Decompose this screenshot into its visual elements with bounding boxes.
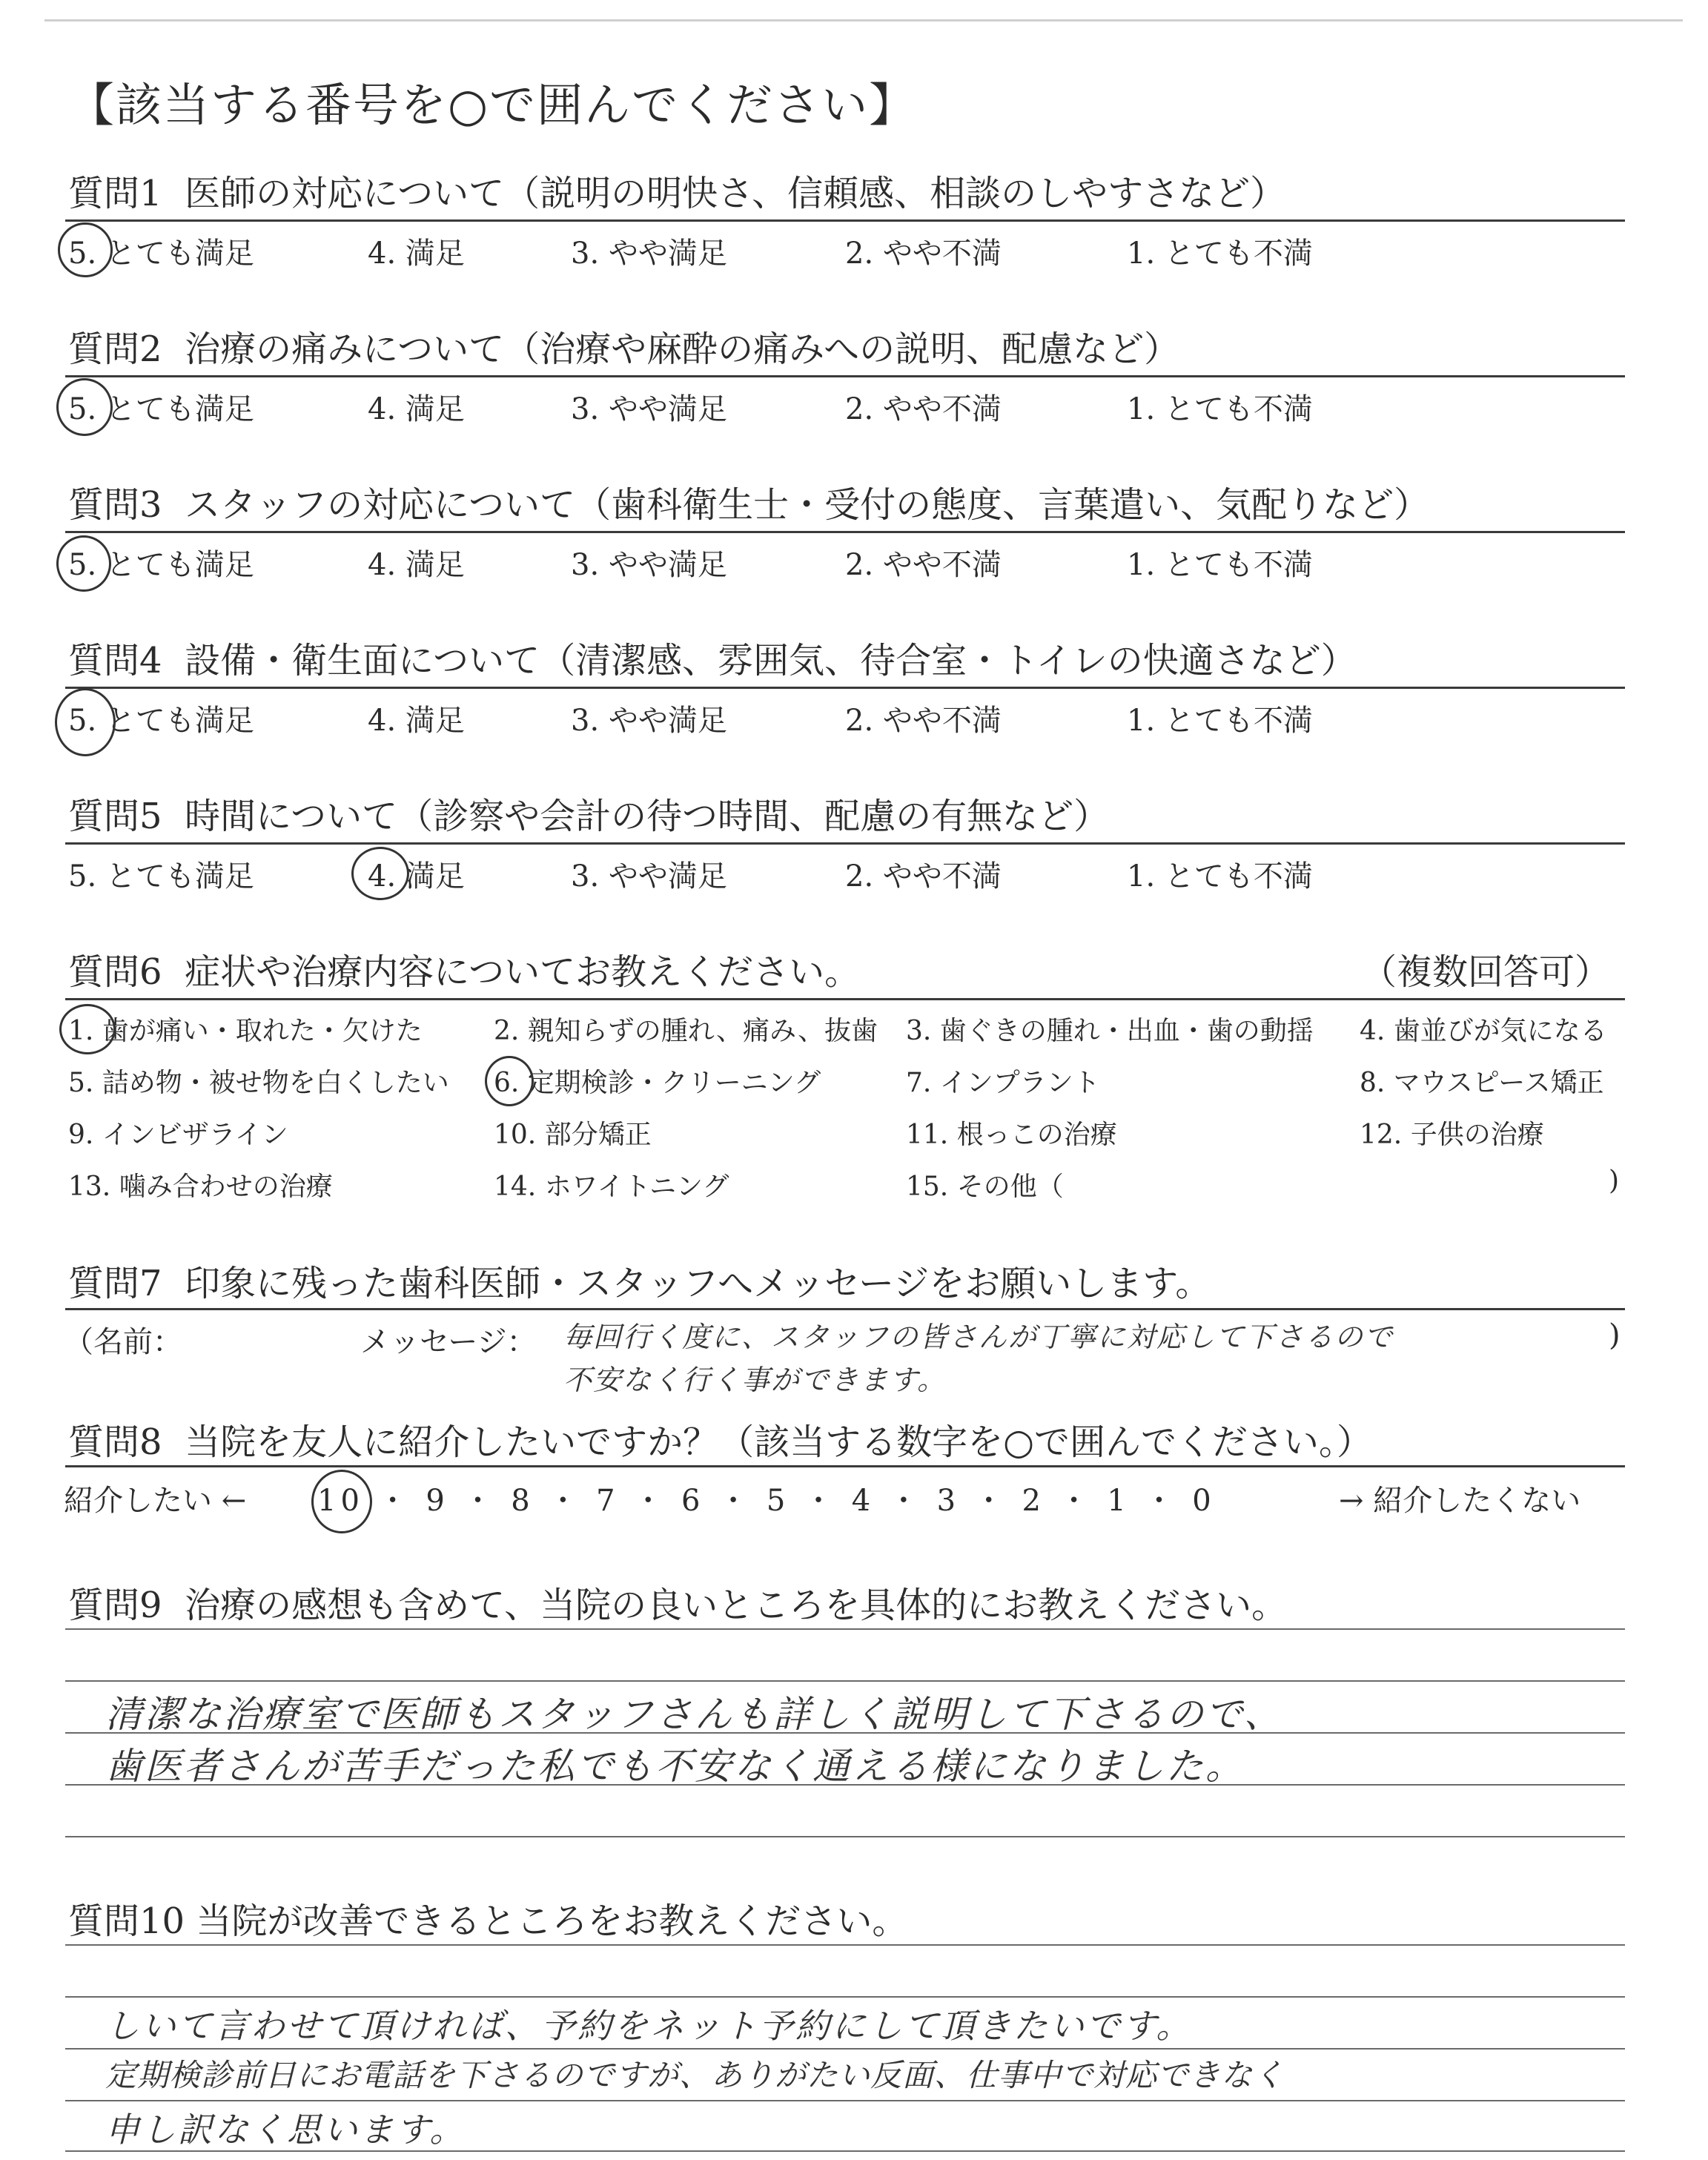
q5-option-1[interactable]: 1. とても不満 [1127,859,1313,894]
q2-option-5[interactable]: 5. とても満足 [68,392,254,426]
q1-option-2[interactable]: 2. やや不満 [845,237,1002,271]
q2-option-4[interactable]: 4. 満足 [368,392,465,426]
multiple-answer-note: （複数回答可） [1361,951,1611,993]
q4-option-1[interactable]: 1. とても不満 [1127,704,1313,738]
handwritten-answer-line-3: 申し訳なく思います。 [105,2110,466,2150]
answer-line [65,1628,1625,1630]
q5-option-5[interactable]: 5. とても満足 [68,859,254,894]
question-5 [68,787,1109,839]
q3-option-5[interactable]: 5. とても満足 [68,548,254,582]
question-text: 治療の痛みについて（治療や麻酔の痛みへの説明、配慮など） [185,328,1180,370]
handwritten-answer-line-1: しいて言わせて頂ければ、予約をネット予約にして頂きたいです。 [105,2006,1193,2046]
question-3 [68,476,1429,527]
divider [65,1308,1625,1310]
message-label: メッセージ： [360,1325,537,1359]
q4-option-5[interactable]: 5. とても満足 [68,704,254,738]
q3-option-4[interactable]: 4. 満足 [368,548,465,582]
q6-item-1[interactable]: 1. 歯が痛い・取れた・欠けた [68,1016,423,1046]
q5-option-3[interactable]: 3. やや満足 [571,859,727,894]
q6-item-3[interactable]: 3. 歯ぐきの腫れ・出血・歯の動揺 [906,1016,1314,1046]
question-4 [68,632,1357,683]
handwritten-answer-line-2: 歯医者さんが苦手だった私でも不安なく通える様になりました。 [105,1745,1245,1788]
answer-line [65,1680,1625,1682]
question-text: 印象に残った歯科医師・スタッフへメッセージをお願いします。 [185,1263,1211,1304]
question-label: 質問4 [68,640,162,681]
question-label: 質問9 [68,1585,162,1626]
form-title: 【該当する番号を○で囲んでください】 [68,78,917,132]
q1-option-1[interactable]: 1. とても不満 [1127,237,1313,271]
q1-option-3[interactable]: 3. やや満足 [571,237,727,271]
question-label: 質問3 [68,484,162,526]
q5-option-2[interactable]: 2. やや不満 [845,859,1002,894]
recommend-right-label: → 紹介したくない [1339,1484,1581,1518]
question-label: 質問5 [68,796,162,837]
handwritten-message-line-2: 不安なく行く事ができます。 [563,1364,947,1396]
q3-option-1[interactable]: 1. とても不満 [1127,548,1313,582]
question-8 [68,1413,1372,1464]
answer-line [65,1996,1625,1998]
selection-circle [351,847,409,900]
q4-option-3[interactable]: 3. やや満足 [571,704,727,738]
question-7 [68,1255,1211,1306]
q6-item-9[interactable]: 9. インビザライン [68,1120,288,1150]
top-border [44,19,1683,22]
selection-circle [485,1056,534,1106]
question-2 [68,320,1179,371]
name-label: （名前： [64,1325,182,1359]
question-label: 質問1 [68,173,162,214]
q6-item-11[interactable]: 11. 根っこの治療 [906,1120,1117,1150]
q2-option-3[interactable]: 3. やや満足 [571,392,727,426]
q1-option-4[interactable]: 4. 満足 [368,237,465,271]
q6-item-15-close: ) [1609,1166,1620,1196]
answer-line [65,2048,1625,2050]
q4-option-2[interactable]: 2. やや不満 [845,704,1002,738]
answer-line [65,1944,1625,1946]
q6-item-5[interactable]: 5. 詰め物・被せ物を白くしたい [68,1068,449,1098]
q1-option-5[interactable]: 5. とても満足 [68,237,254,271]
q3-option-3[interactable]: 3. やや満足 [571,548,727,582]
q6-item-10[interactable]: 10. 部分矯正 [494,1120,652,1150]
q6-item-13[interactable]: 13. 噛み合わせの治療 [68,1172,333,1202]
selection-circle [59,1004,116,1054]
question-9 [68,1576,1287,1628]
handwritten-message-line-1: 毎回行く度に、スタッフの皆さんが丁寧に対応して下さるので [563,1321,1394,1353]
q3-option-2[interactable]: 2. やや不満 [845,548,1002,582]
question-text: スタッフの対応について（歯科衛生士・受付の態度、言葉遣い、気配りなど） [185,484,1430,526]
divider [65,219,1625,222]
question-label: 質問2 [68,328,162,370]
message-close: ) [1609,1318,1621,1353]
question-text: 設備・衛生面について（清潔感、雰囲気、待合室・トイレの快適さなど） [185,640,1357,681]
q2-option-2[interactable]: 2. やや不満 [845,392,1002,426]
recommend-scale[interactable]: 10 ・ 9 ・ 8 ・ 7 ・ 6 ・ 5 ・ 4 ・ 3 ・ 2 ・ 1 ・ 0 [317,1484,1216,1518]
q6-item-4[interactable]: 4. 歯並びが気になる [1360,1016,1607,1046]
question-label: 質問7 [68,1263,162,1304]
question-text: 症状や治療内容についてお教えください。 [185,951,861,993]
selection-circle [58,222,113,277]
divider [65,687,1625,689]
q6-item-6[interactable]: 6. 定期検診・クリーニング [494,1068,821,1098]
question-text: 治療の感想も含めて、当院の良いところを具体的にお教えください。 [185,1585,1288,1626]
question-1 [68,165,1285,216]
question-text: 当院が改善できるところをお教えください。 [196,1900,908,1942]
q6-item-14[interactable]: 14. ホワイトニング [494,1172,729,1202]
divider [65,1465,1625,1467]
divider [65,998,1625,1000]
q4-option-4[interactable]: 4. 満足 [368,704,465,738]
question-text: 当院を友人に紹介したいですか？（該当する数字を○で囲んでください。） [185,1421,1372,1463]
selection-circle [56,378,113,436]
divider [65,531,1625,533]
q6-item-12[interactable]: 12. 子供の治療 [1360,1120,1544,1150]
handwritten-answer-line-1: 清潔な治療室で医師もスタッフさんも詳しく説明して下さるので、 [105,1693,1283,1736]
question-text: 医師の対応について（説明の明快さ、信頼感、相談のしやすさなど） [185,173,1286,214]
question-label: 質問6 [68,951,162,993]
question-label: 質問10 [68,1900,185,1942]
question-text: 時間について（診察や会計の待つ時間、配慮の有無など） [185,796,1110,837]
selection-circle [56,535,111,592]
selection-circle [311,1470,372,1533]
question-10 [68,1892,907,1943]
divider [65,842,1625,845]
divider [65,375,1625,377]
q5-option-4[interactable]: 4. 満足 [368,859,465,894]
recommend-left-label: 紹介したい ← [64,1484,247,1518]
q6-item-15[interactable]: 15. その他（ [906,1172,1064,1202]
q6-item-2[interactable]: 2. 親知らずの腫れ、痛み、抜歯 [494,1016,878,1046]
question-6 [68,943,860,994]
q6-item-8[interactable]: 8. マウスピース矯正 [1360,1068,1604,1098]
handwritten-answer-line-2: 定期検診前日にお電話を下さるのですが、ありがたい反面、仕事中で対応できなく [105,2057,1285,2093]
answer-line [65,2100,1625,2101]
answer-line [65,1836,1625,1837]
selection-circle [55,688,116,756]
question-label: 質問8 [68,1421,162,1463]
q2-option-1[interactable]: 1. とても不満 [1127,392,1313,426]
q6-item-7[interactable]: 7. インプラント [906,1068,1100,1098]
